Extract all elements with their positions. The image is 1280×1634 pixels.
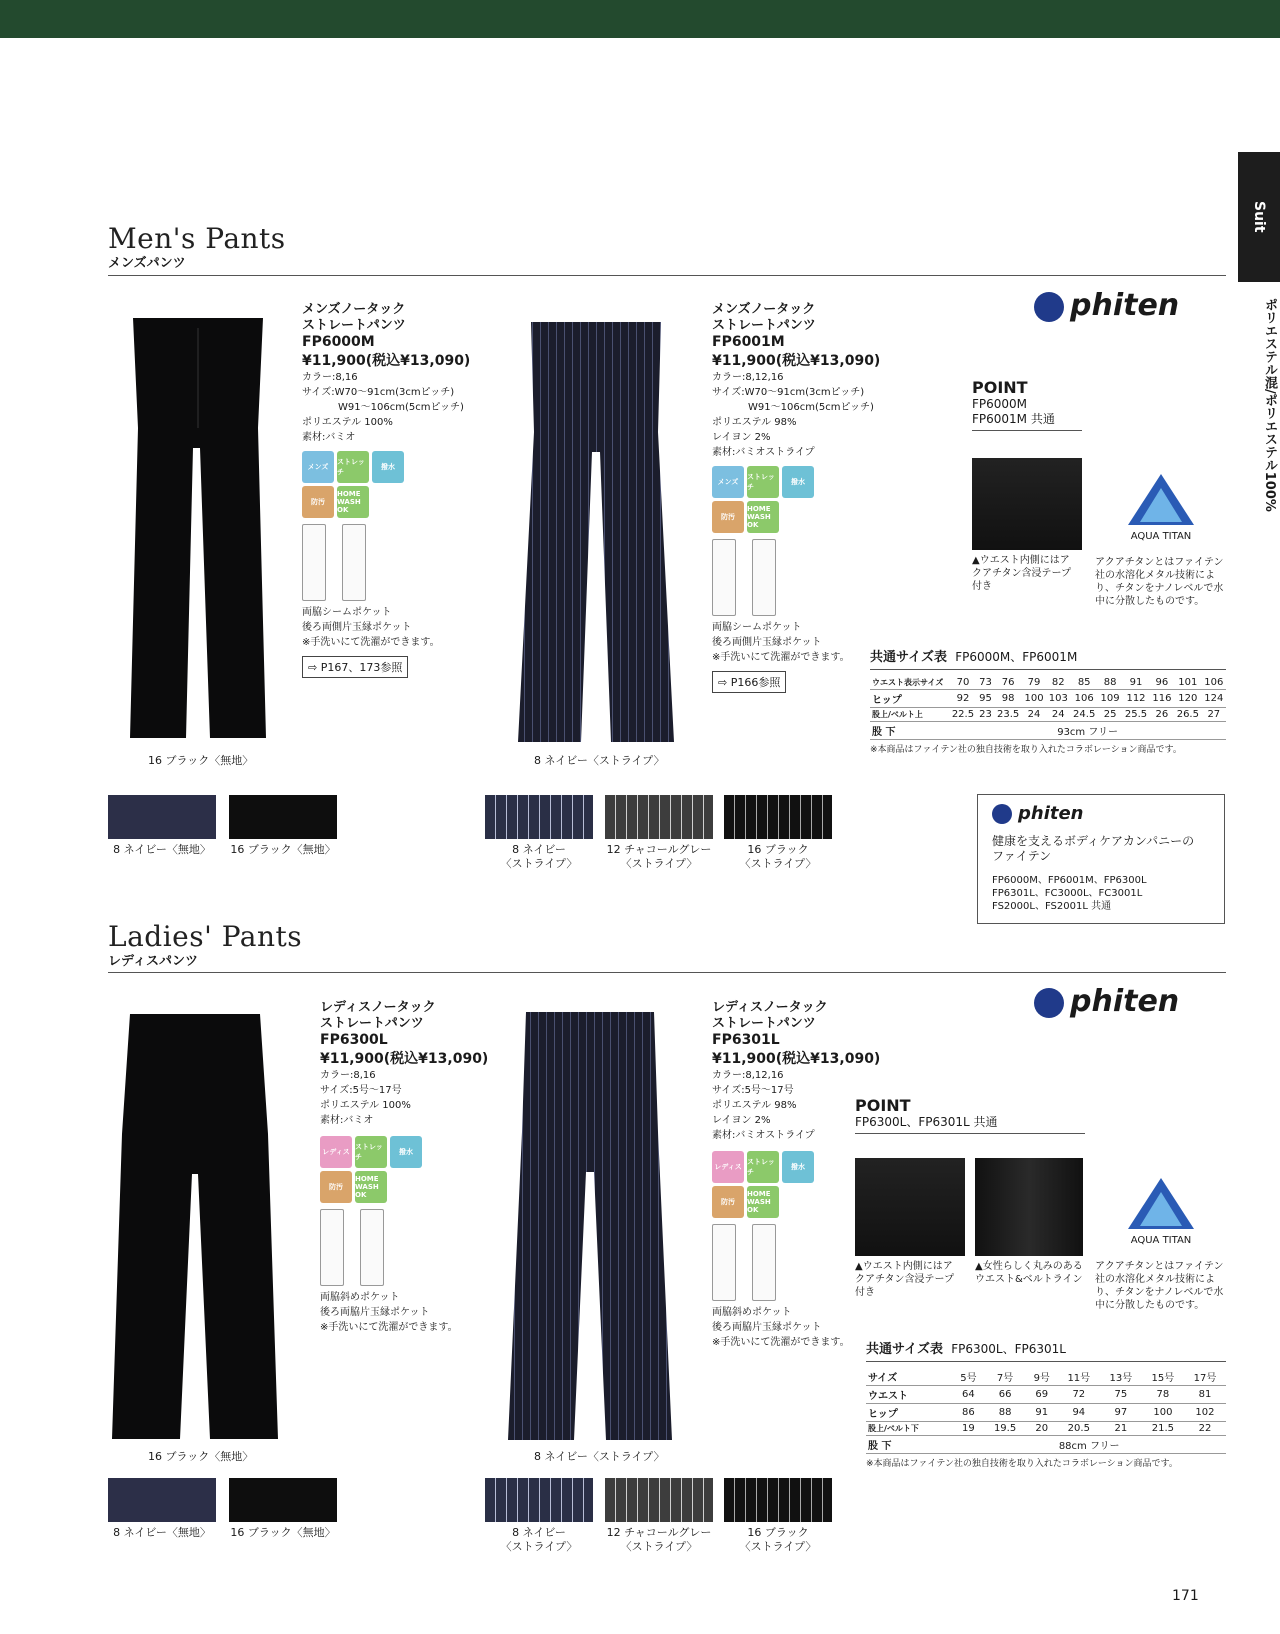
- feature-note: 両脇斜めポケット: [712, 1307, 792, 1318]
- top-band: [0, 0, 1280, 38]
- mens-pants-photo-navy: [516, 322, 676, 746]
- aqua-titan-logo: AQUA TITAN: [1125, 1176, 1197, 1246]
- page-number: 171: [1172, 1588, 1199, 1604]
- product-name-line1: レディスノータック: [320, 1000, 436, 1015]
- mens-p2-info: [712, 302, 912, 693]
- product-price: ¥11,900(税込¥13,090): [712, 1051, 881, 1067]
- swatch-caption: 16 ブラック 〈ストライプ〉: [739, 1526, 817, 1553]
- product-code: FP6301L: [712, 1032, 780, 1048]
- product-code: FP6000M: [302, 334, 375, 350]
- mens-section-title: Men's Pants: [108, 222, 286, 255]
- point-caption: ▲ウエスト内側にはア クアチタン含浸テープ 付き: [972, 555, 1071, 592]
- swatch-black-plain: [229, 1478, 337, 1522]
- ladies-p1-info: [320, 1000, 520, 1335]
- ladies-icon: レディス: [320, 1136, 352, 1168]
- spec-line: 素材:バミオ: [302, 432, 356, 443]
- swatch-caption: 16 ブラック 〈ストライプ〉: [739, 843, 817, 870]
- phiten-info-box: phiten 健康を支えるボディケアカンパニーの ファイテン FP6000M、FP6001M、FP6300L FP6301L、FC3000L、FC3001L FS2000L、FS2001L 共通: [977, 794, 1225, 924]
- front-lineart: [320, 1209, 344, 1286]
- back-lineart: [752, 1224, 776, 1301]
- feature-note: ※手洗いにて洗濯ができます。: [712, 1337, 850, 1348]
- product-price: ¥11,900(税込¥13,090): [302, 353, 471, 369]
- swatch-black-stripe: [724, 1478, 832, 1522]
- product-price: ¥11,900(税込¥13,090): [320, 1051, 489, 1067]
- ladies-icon: レディス: [712, 1151, 744, 1183]
- ladies-pants-photo-navy: [506, 1012, 674, 1444]
- water-repellent-icon: 撥水: [782, 1151, 814, 1183]
- ladies-p1-caption: 16 ブラック〈無地〉: [148, 1450, 254, 1463]
- product-code: FP6300L: [320, 1032, 388, 1048]
- product-price: ¥11,900(税込¥13,090): [712, 353, 881, 369]
- back-lineart: [342, 524, 366, 601]
- mens-icon: メンズ: [712, 466, 744, 498]
- mens-p2-caption: 8 ネイビー〈ストライプ〉: [534, 754, 665, 767]
- spec-line: ポリエステル 100%: [320, 1100, 411, 1111]
- spec-line: 素材:バミオストライプ: [712, 447, 815, 458]
- spec-line: サイズ:5号〜17号: [320, 1085, 402, 1096]
- home-wash-icon: HOME WASH OK: [747, 501, 779, 533]
- swatch-caption: 12 チャコールグレー 〈ストライプ〉: [606, 1526, 712, 1553]
- ladies-size-table: 共通サイズ表 FP6300L、FP6301L サイズ 5号 7号 9号 11号 13号 15号 17号 ウエスト 64 66 69 72 75 78 81 ヒップ 86 88 91 94 97 100 102 股上/ベルト下 19 19.5 20 20.5 21 21.5 22 股 下 88cm フリー ※本商品はファイテン社の独自技術を取り入れたコラボレーション商品です。: [866, 1338, 1226, 1471]
- swatch-caption: 16 ブラック〈無地〉: [230, 1526, 336, 1539]
- section-rule: [108, 275, 1226, 276]
- stain-resistant-icon: 防汚: [712, 501, 744, 533]
- aqua-titan-description: アクアチタンとはファイテン 社の水溶化メタル技術によ り、チタンをナノレベルで水 中に分散したものです。: [1095, 557, 1224, 607]
- ladies-section-subtitle: レディスパンツ: [108, 954, 198, 969]
- swatch-navy-plain: [108, 795, 216, 839]
- spec-line: カラー:8,16: [302, 372, 358, 383]
- mens-point: POINT FP6000M FP6001M 共通: [972, 378, 1082, 431]
- ladies-point: POINT FP6300L、FP6301L 共通: [855, 1096, 1085, 1134]
- spec-line: 素材:バミオ: [320, 1115, 374, 1126]
- water-repellent-icon: 撥水: [390, 1136, 422, 1168]
- section-rule: [108, 972, 1226, 973]
- product-name-line1: メンズノータック: [302, 302, 406, 317]
- page-reference: ⇨ P166参照: [712, 671, 786, 693]
- home-wash-icon: HOME WASH OK: [337, 486, 369, 518]
- ladies-pants-photo-black: [108, 1014, 284, 1444]
- spec-line: 素材:バミオストライプ: [712, 1130, 815, 1141]
- mens-icon: メンズ: [302, 451, 334, 483]
- spec-line: カラー:8,12,16: [712, 1070, 784, 1081]
- spec-line: カラー:8,16: [320, 1070, 376, 1081]
- point-caption: ▲ウエスト内側にはア クアチタン含浸テープ 付き: [855, 1261, 954, 1298]
- spec-line: サイズ:W70〜91cm(3cmピッチ): [302, 387, 455, 398]
- front-lineart: [302, 524, 326, 601]
- point-caption: ▲女性らしく丸みのある ウエスト&ベルトライン: [975, 1261, 1083, 1285]
- swatch-caption: 8 ネイビー〈無地〉: [113, 1526, 211, 1539]
- stretch-icon: ストレッチ: [747, 1151, 779, 1183]
- swatch-black-plain: [229, 795, 337, 839]
- aqua-titan-description: アクアチタンとはファイテン 社の水溶化メタル技術によ り、チタンをナノレベルで水 中に分散したものです。: [1095, 1261, 1224, 1311]
- section-tab: Suit: [1238, 152, 1280, 282]
- spec-line: ポリエステル 98%: [712, 417, 797, 428]
- mens-size-table: 共通サイズ表 FP6000M、FP6001M ウエスト表示サイズ 70 73 76 79 82 85 88 91 96 101 106 ヒップ 92 95 98 100 103 106 109 112 116 120 124 股上/ベルト上 22.5 23 23.5 24 24 24.5 25 25.5 26 26.5 27 股 下 93cm フリー ※本商品はファイテン社の独自技術を取り入れたコラボレーション商品です。: [870, 646, 1226, 757]
- product-name-line2: ストレートパンツ: [320, 1016, 424, 1031]
- front-lineart: [712, 1224, 736, 1301]
- feature-note: ※手洗いにて洗濯ができます。: [320, 1322, 458, 1333]
- stain-resistant-icon: 防汚: [320, 1171, 352, 1203]
- water-repellent-icon: 撥水: [372, 451, 404, 483]
- spec-line: レイヨン 2%: [712, 1115, 771, 1126]
- spec-line: ポリエステル 100%: [302, 417, 393, 428]
- product-name-line1: メンズノータック: [712, 302, 816, 317]
- spec-line: W91〜106cm(5cmピッチ): [338, 402, 464, 413]
- feature-note: 後ろ両側片玉縁ポケット: [712, 637, 822, 648]
- swatch-charcoal-stripe: [605, 795, 713, 839]
- mens-pants-photo-black: [128, 318, 268, 748]
- swatch-caption: 12 チャコールグレー 〈ストライプ〉: [606, 843, 712, 870]
- water-repellent-icon: 撥水: [782, 466, 814, 498]
- home-wash-icon: HOME WASH OK: [355, 1171, 387, 1203]
- product-code: FP6001M: [712, 334, 785, 350]
- feature-note: 両脇斜めポケット: [320, 1292, 400, 1303]
- product-name-line2: ストレートパンツ: [712, 1016, 816, 1031]
- front-lineart: [712, 539, 736, 616]
- feature-note: 後ろ両脇片玉縁ポケット: [712, 1322, 822, 1333]
- feature-note: ※手洗いにて洗濯ができます。: [302, 637, 440, 648]
- swatch-navy-stripe: [485, 1478, 593, 1522]
- waist-inner-photo: [855, 1158, 965, 1256]
- swatch-caption: 8 ネイビー〈無地〉: [113, 843, 211, 856]
- feature-note: 後ろ両脇片玉縁ポケット: [320, 1307, 430, 1318]
- feature-note: 後ろ両側片玉縁ポケット: [302, 622, 412, 633]
- stretch-icon: ストレッチ: [337, 451, 369, 483]
- spec-line: レイヨン 2%: [712, 432, 771, 443]
- feature-note: ※手洗いにて洗濯ができます。: [712, 652, 850, 663]
- swatch-navy-stripe: [485, 795, 593, 839]
- feature-note: 両脇シームポケット: [302, 607, 392, 618]
- spec-line: カラー:8,12,16: [712, 372, 784, 383]
- swatch-black-stripe: [724, 795, 832, 839]
- waist-belt-photo: [975, 1158, 1083, 1256]
- product-name-line2: ストレートパンツ: [712, 318, 816, 333]
- waist-inner-photo: [972, 458, 1082, 550]
- spec-line: サイズ:W70〜91cm(3cmピッチ): [712, 387, 865, 398]
- stain-resistant-icon: 防汚: [302, 486, 334, 518]
- swatch-navy-plain: [108, 1478, 216, 1522]
- material-vertical-label: ポリエステル混/ポリエステル100%: [1262, 298, 1277, 512]
- stretch-icon: ストレッチ: [355, 1136, 387, 1168]
- aqua-titan-logo: AQUA TITAN: [1125, 472, 1197, 542]
- swatch-caption: 8 ネイビー 〈ストライプ〉: [500, 843, 578, 870]
- ladies-p2-caption: 8 ネイビー〈ストライプ〉: [534, 1450, 665, 1463]
- stretch-icon: ストレッチ: [747, 466, 779, 498]
- spec-line: サイズ:5号〜17号: [712, 1085, 794, 1096]
- product-name-line2: ストレートパンツ: [302, 318, 406, 333]
- home-wash-icon: HOME WASH OK: [747, 1186, 779, 1218]
- product-name-line1: レディスノータック: [712, 1000, 828, 1015]
- back-lineart: [360, 1209, 384, 1286]
- mens-p1-info: [302, 302, 502, 678]
- back-lineart: [752, 539, 776, 616]
- spec-line: ポリエステル 98%: [712, 1100, 797, 1111]
- mens-p1-caption: 16 ブラック〈無地〉: [148, 754, 254, 767]
- spec-line: W91〜106cm(5cmピッチ): [748, 402, 874, 413]
- page-reference: ⇨ P167、173参照: [302, 656, 408, 678]
- swatch-charcoal-stripe: [605, 1478, 713, 1522]
- mens-section-subtitle: メンズパンツ: [108, 256, 186, 271]
- swatch-caption: 16 ブラック〈無地〉: [230, 843, 336, 856]
- swatch-caption: 8 ネイビー 〈ストライプ〉: [500, 1526, 578, 1553]
- phiten-logo: phiten: [1034, 288, 1179, 323]
- feature-note: 両脇シームポケット: [712, 622, 802, 633]
- ladies-section-title: Ladies' Pants: [108, 920, 303, 953]
- stain-resistant-icon: 防汚: [712, 1186, 744, 1218]
- phiten-logo: phiten: [1034, 984, 1179, 1019]
